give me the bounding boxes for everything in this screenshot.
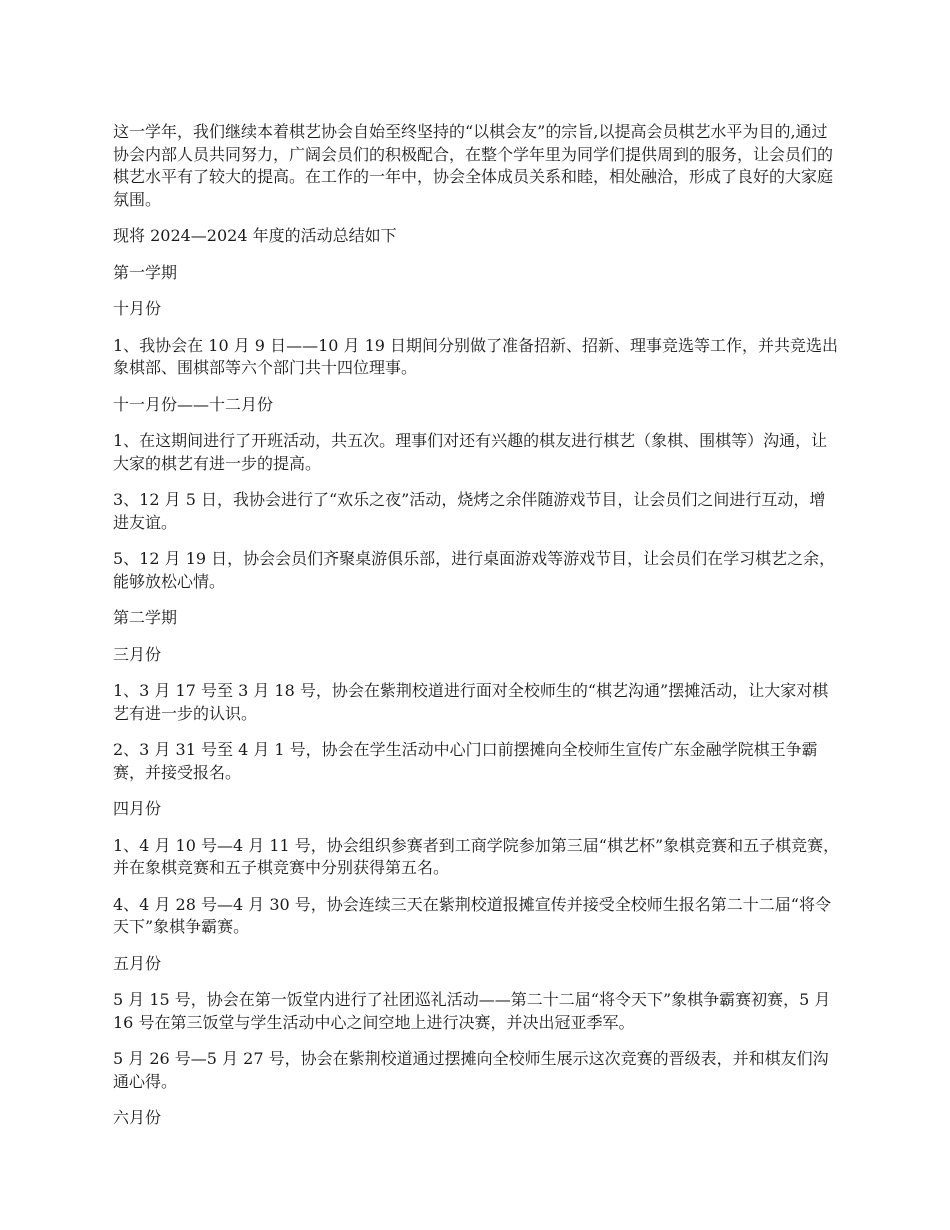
- list-item: 1、在这期间进行了开班活动，共五次。理事们对还有兴趣的棋友进行棋艺（象棋、围棋等）沟通，让大家的棋艺有进一步的提高。: [113, 431, 828, 473]
- month-heading-may: 五月份: [113, 953, 162, 973]
- list-item: 5、12 月 19 日，协会会员们齐聚桌游俱乐部，进行桌面游戏等游戏节目，让会员们在学习棋艺之余，能够放松心情。: [113, 549, 836, 591]
- month-heading-april: 四月份: [113, 799, 162, 818]
- list-item: 3、12 月 5 日，我协会进行了“欢乐之夜”活动，烧烤之余伴随游戏节目，让会员们之间进行互动，增进友谊。: [113, 490, 826, 532]
- summary-heading: 现将 2024—2024 年度的活动总结如下: [113, 226, 397, 245]
- month-heading-october: 十月份: [113, 299, 162, 318]
- list-item: 1、3 月 17 号至 3 月 18 号，协会在紫荆校道进行面对全校师生的“棋艺沟通”摆摊活动，让大家对棋艺有进一步的认识。: [113, 681, 829, 723]
- list-item: 1、我协会在 10 月 9 日——10 月 19 日期间分别做了准备招新、招新、理事竞选等工作，并共竞选出象棋部、围棋部等六个部门共十四位理事。: [113, 335, 839, 377]
- intro-paragraph: 这一学年，我们继续本着棋艺协会自始至终坚持的“以棋会友”的宗旨,以提高会员棋艺水平为目的,通过协会内部人员共同努力，广阔会员们的积极配合，在整个学年里为同学们提供周到的服务，让会员们的棋艺水平有了较大的提高。在工作的一年中，协会全体成员关系和睦，相处融洽，形成了良好的大家庭氛围。: [113, 122, 834, 209]
- list-item: 4、4 月 28 号—4 月 30 号，协会连续三天在紫荆校道报摊宣传并接受全校师生报名第二十二届“将令天下”象棋争霸赛。: [113, 894, 831, 936]
- term-heading-second: 第二学期: [113, 608, 178, 627]
- month-heading-june: 六月份: [113, 1108, 162, 1127]
- list-item: 1、4 月 10 号—4 月 11 号，协会组织参赛者到工商学院参加第三届“棋艺杯”象棋竞赛和五子棋竞赛，并在象棋竞赛和五子棋竞赛中分别获得第五名。: [113, 835, 840, 877]
- list-item: 2、3 月 31 号至 4 月 1 号，协会在学生活动中心门口前摆摊向全校师生宣传广东金融学院棋王争霸赛，并接受报名。: [113, 740, 818, 782]
- list-item: 5 月 26 号—5 月 27 号，协会在紫荆校道通过摆摊向全校师生展示这次竞赛的晋级表，并和棋友们沟通心得。: [113, 1049, 829, 1091]
- term-heading-first: 第一学期: [113, 262, 178, 282]
- list-item: 5 月 15 号，协会在第一饭堂内进行了社团巡礼活动——第二十二届“将令天下”象棋争霸赛初赛，5 月 16 号在第三饭堂与学生活动中心之间空地上进行决赛，并决出冠亚季军。: [113, 990, 831, 1032]
- month-heading-nov-dec: 十一月份——十二月份: [113, 394, 274, 414]
- month-heading-march: 三月份: [113, 644, 162, 664]
- document-body: [113, 121, 841, 1144]
